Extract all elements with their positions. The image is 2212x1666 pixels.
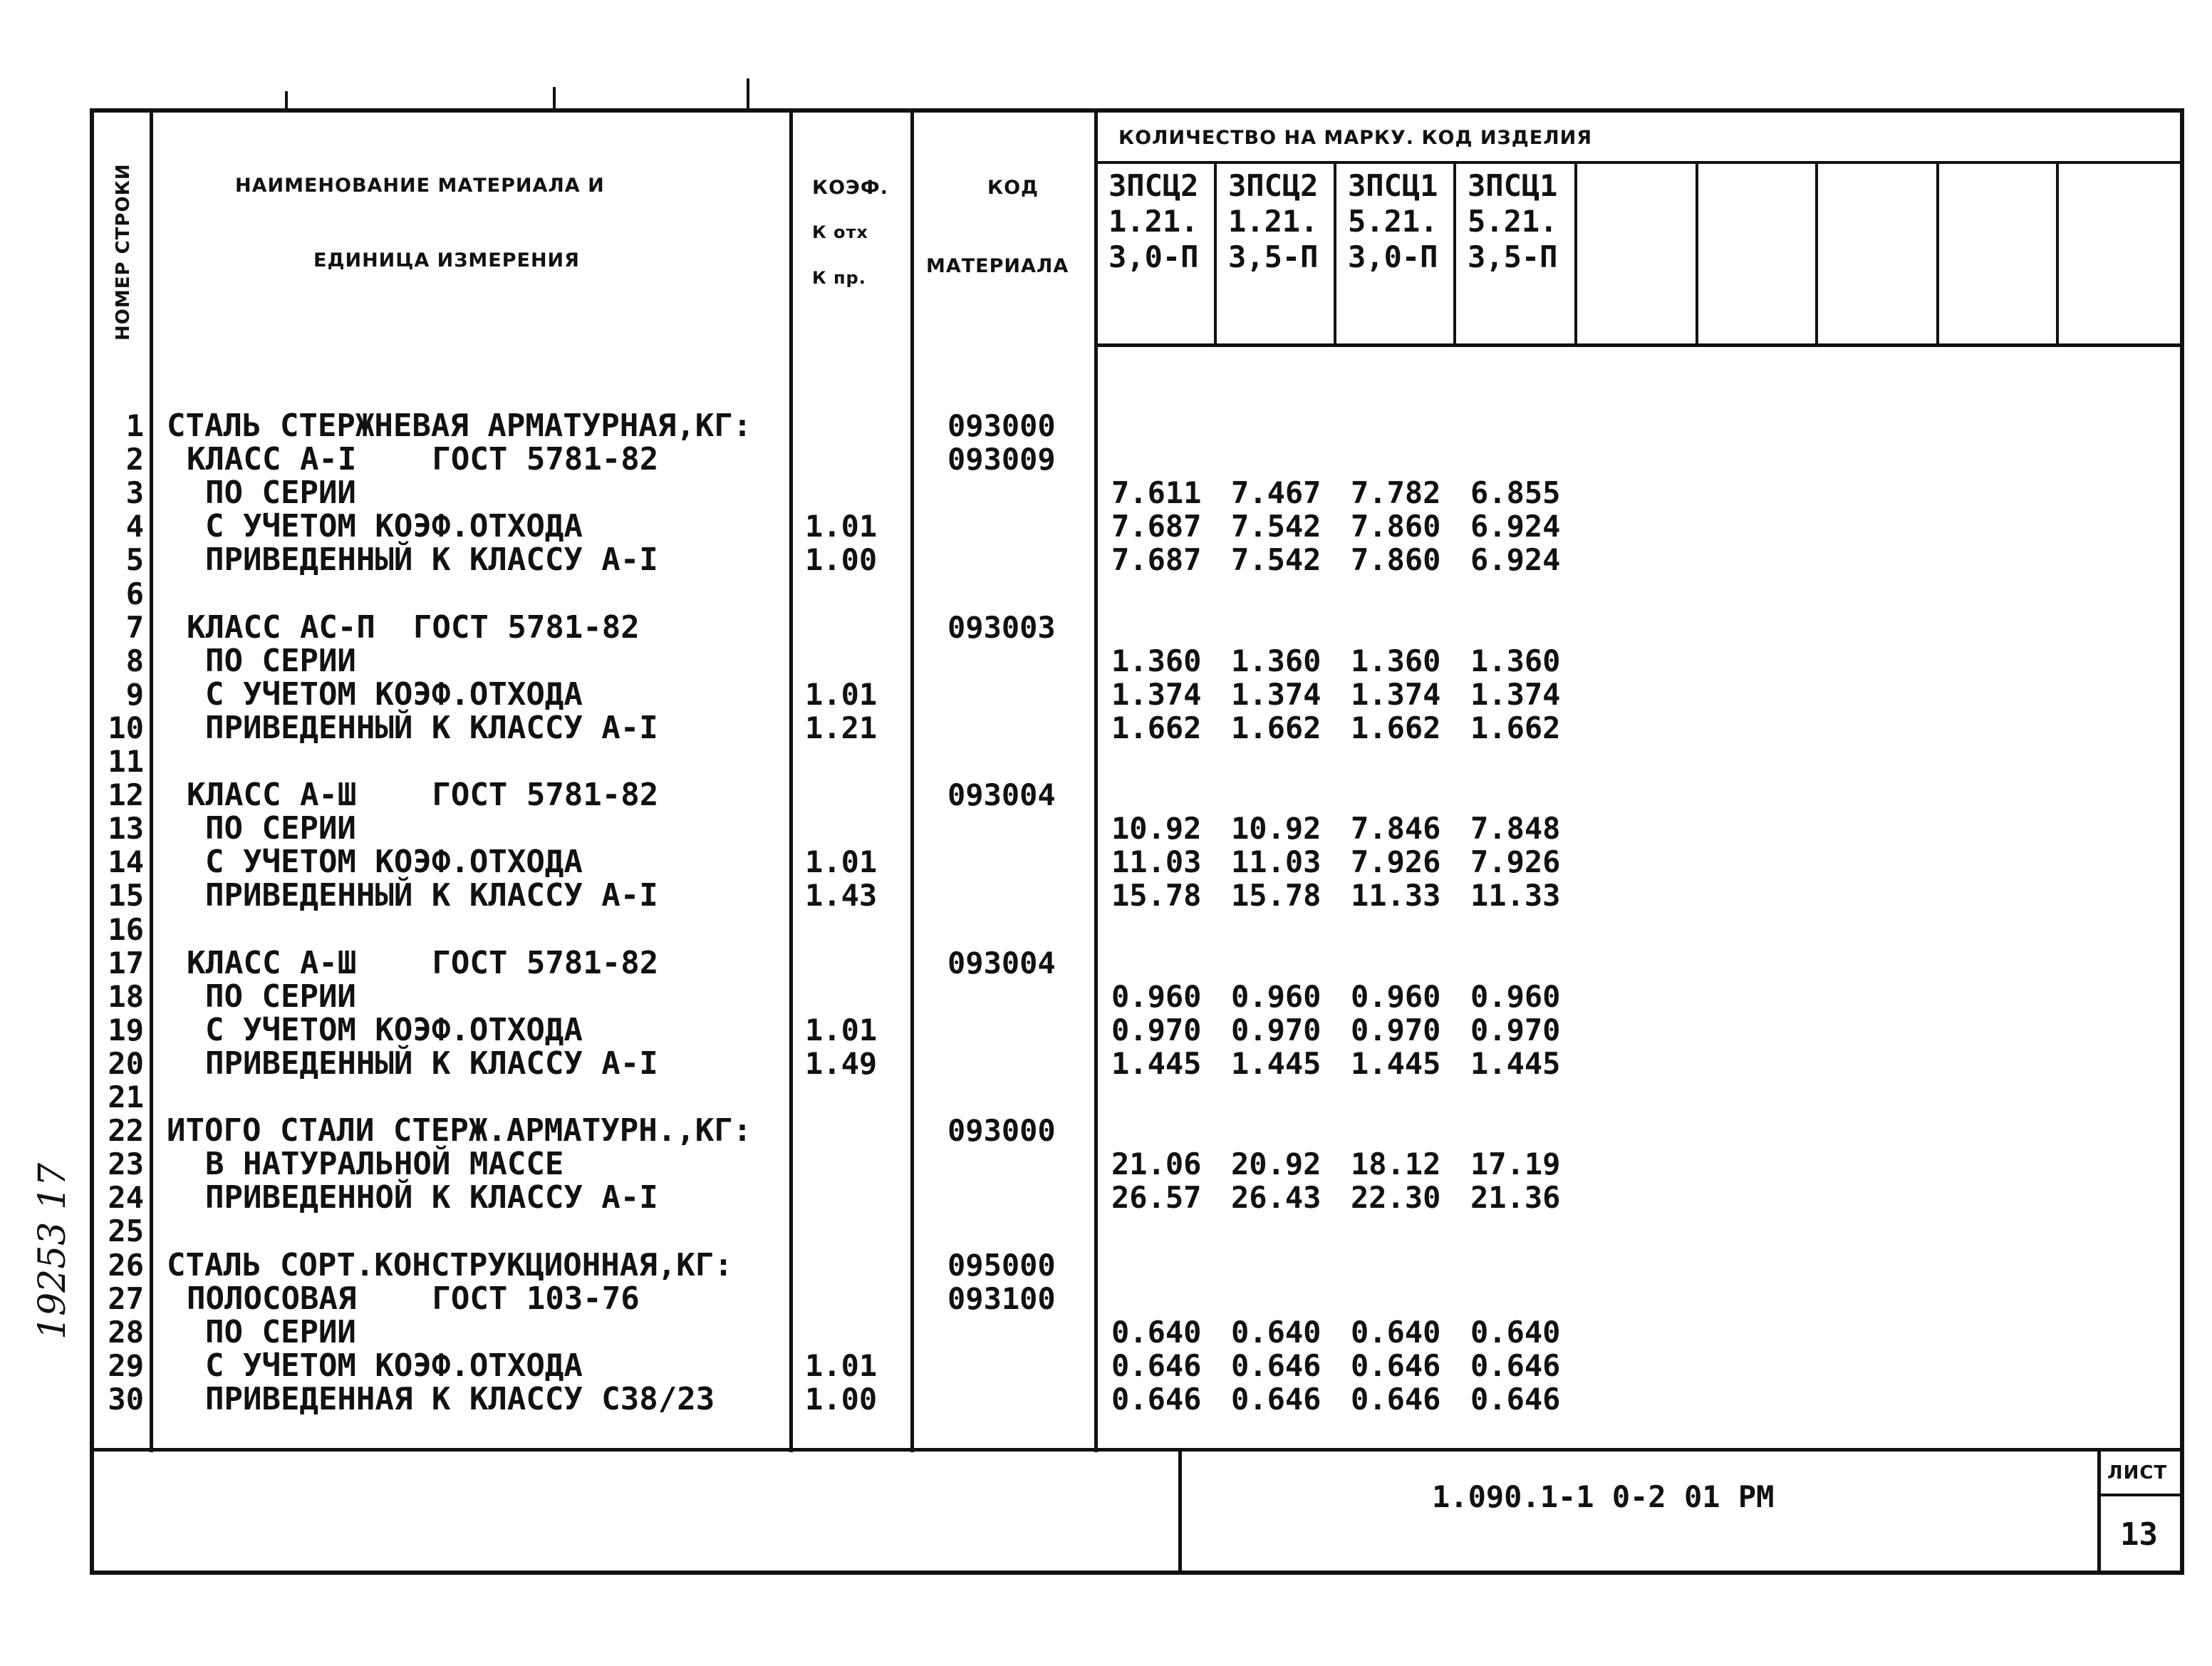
- coef-header-line3: К пр.: [812, 268, 866, 288]
- material-code: 093004: [947, 777, 1056, 812]
- mark-code-line: 1.21.: [1228, 204, 1319, 239]
- coef-header-line2: К отх: [812, 222, 868, 242]
- top-tick: [285, 91, 288, 111]
- row-number: 9: [125, 677, 144, 712]
- quantity-value: 0.970: [1231, 1013, 1322, 1047]
- material-code: 095000: [947, 1248, 1056, 1283]
- material-name: ПО СЕРИИ: [205, 643, 356, 679]
- quantity-value: 7.542: [1231, 542, 1322, 577]
- quantity-value: 20.92: [1231, 1147, 1322, 1181]
- quantity-value: 11.33: [1351, 878, 1441, 913]
- row-number: 5: [125, 542, 144, 577]
- quantity-value: 7.687: [1111, 542, 1202, 577]
- quantity-value: 7.926: [1351, 844, 1441, 879]
- quantity-value: 0.646: [1351, 1348, 1441, 1383]
- quantity-value: 7.611: [1111, 475, 1202, 510]
- material-name: КЛАСС А-Ш ГОСТ 5781-82: [187, 777, 659, 813]
- row-number-header: НОМЕР СТРОКИ: [113, 163, 134, 341]
- mark-code-line: 3,0-П: [1348, 239, 1438, 274]
- titleblock-divider: [2097, 1451, 2101, 1572]
- material-code: 093004: [947, 946, 1056, 981]
- material-name: СТАЛЬ СОРТ.КОНСТРУКЦИОННАЯ,КГ:: [167, 1247, 733, 1283]
- sheet-label: ЛИСТ: [2107, 1462, 2168, 1484]
- col-divider: [910, 108, 914, 1452]
- quantity-value: 7.860: [1351, 509, 1441, 544]
- material-name: ПО СЕРИИ: [205, 978, 356, 1015]
- row-number: 19: [108, 1013, 144, 1047]
- row-number: 28: [108, 1315, 144, 1350]
- quantity-value: 0.646: [1470, 1348, 1561, 1383]
- quantity-value: 0.640: [1231, 1315, 1322, 1350]
- quantity-value: 1.662: [1111, 710, 1202, 745]
- material-name: С УЧЕТОМ КОЭФ.ОТХОДА: [205, 1347, 583, 1384]
- col-divider: [789, 108, 793, 1452]
- material-name: КЛАСС А-Ш ГОСТ 5781-82: [187, 945, 659, 981]
- row-number: 23: [108, 1147, 144, 1181]
- quantity-value: 21.36: [1470, 1180, 1561, 1215]
- material-name: СТАЛЬ СТЕРЖНЕВАЯ АРМАТУРНАЯ,КГ:: [167, 408, 752, 444]
- qty-header: КОЛИЧЕСТВО НА МАРКУ. КОД ИЗДЕЛИЯ: [1118, 127, 1593, 149]
- material-name: ПРИВЕДЕННЫЙ К КЛАССУ А-I: [205, 877, 658, 914]
- material-name: КЛАСС АС-П ГОСТ 5781-82: [187, 609, 640, 646]
- quantity-value: 1.360: [1231, 643, 1322, 678]
- quantity-value: 10.92: [1231, 811, 1322, 846]
- quantity-value: 0.646: [1470, 1382, 1561, 1417]
- quantity-value: 0.970: [1111, 1013, 1202, 1047]
- material-code: 093100: [947, 1281, 1056, 1316]
- coefficient: 1.21: [805, 710, 878, 745]
- coefficient: 1.01: [805, 1348, 878, 1383]
- row-number: 29: [108, 1348, 144, 1383]
- quantity-value: 6.924: [1470, 509, 1561, 544]
- row-number: 8: [125, 643, 144, 678]
- row-number: 22: [108, 1113, 144, 1148]
- quantity-value: 1.374: [1111, 677, 1202, 712]
- material-name: ПО СЕРИИ: [205, 475, 356, 511]
- material-code: 093000: [947, 408, 1056, 443]
- quantity-value: 17.19: [1470, 1147, 1561, 1181]
- quantity-value: 0.970: [1351, 1013, 1441, 1047]
- quantity-value: 1.374: [1231, 677, 1322, 712]
- quantity-value: 18.12: [1351, 1147, 1441, 1181]
- coefficient: 1.01: [805, 509, 878, 544]
- titleblock-divider: [1178, 1451, 1182, 1572]
- quantity-value: 0.646: [1111, 1348, 1202, 1383]
- quantity-value: 0.646: [1231, 1348, 1322, 1383]
- material-name: ПРИВЕДЕННЫЙ К КЛАССУ А-I: [205, 710, 658, 746]
- quantity-value: 26.57: [1111, 1180, 1202, 1215]
- row-number: 26: [108, 1248, 144, 1283]
- row-number: 4: [125, 509, 144, 544]
- quantity-value: 6.924: [1470, 542, 1561, 577]
- mark-divider: [1936, 162, 1939, 345]
- row-number: 27: [108, 1281, 144, 1316]
- mark-code-line: 1.21.: [1108, 204, 1199, 239]
- quantity-value: 0.640: [1111, 1315, 1202, 1350]
- quantity-value: 15.78: [1111, 878, 1202, 913]
- quantity-value: 1.662: [1231, 710, 1322, 745]
- quantity-value: 7.782: [1351, 475, 1441, 510]
- coef-header-line1: КОЭФ.: [812, 177, 888, 199]
- coefficient: 1.00: [805, 542, 878, 577]
- material-name: С УЧЕТОМ КОЭФ.ОТХОДА: [205, 1012, 583, 1048]
- mark-code-line: ЗПСЦ1: [1468, 168, 1558, 203]
- quantity-value: 11.03: [1111, 844, 1202, 879]
- row-number: 10: [108, 710, 144, 745]
- quantity-value: 11.33: [1470, 878, 1561, 913]
- document-code: 1.090.1-1 0-2 01 РМ: [1432, 1479, 1775, 1514]
- quantity-value: 7.926: [1470, 844, 1561, 879]
- material-name: С УЧЕТОМ КОЭФ.ОТХОДА: [205, 508, 583, 544]
- col-divider: [150, 108, 153, 1452]
- material-name: ПРИВЕДЕННЫЙ К КЛАССУ А-I: [205, 542, 658, 578]
- mark-code-line: 3,5-П: [1468, 239, 1558, 274]
- quantity-value: 1.374: [1351, 677, 1441, 712]
- mark-code-line: ЗПСЦ1: [1348, 168, 1438, 203]
- code-header-line1: КОД: [987, 177, 1039, 199]
- row-number: 13: [108, 811, 144, 846]
- mark-divider: [1214, 162, 1217, 345]
- material-name: ИТОГО СТАЛИ СТЕРЖ.АРМАТУРН.,КГ:: [167, 1112, 752, 1149]
- material-name: ПРИВЕДЕННОЙ К КЛАССУ А-I: [205, 1179, 658, 1216]
- quantity-value: 1.360: [1470, 643, 1561, 678]
- table-bottom-rule: [90, 1448, 2184, 1452]
- mark-divider: [1815, 162, 1818, 345]
- quantity-value: 1.360: [1351, 643, 1441, 678]
- material-name: В НАТУРАЛЬНОЙ МАССЕ: [205, 1146, 564, 1182]
- row-number: 16: [108, 912, 144, 947]
- name-header-line2: ЕДИНИЦА ИЗМЕРЕНИЯ: [313, 249, 580, 271]
- material-name: ПРИВЕДЕННЫЙ К КЛАССУ А-I: [205, 1045, 658, 1082]
- coefficient: 1.49: [805, 1046, 878, 1081]
- margin-note: 19253 17: [31, 1162, 74, 1340]
- mark-divider: [1453, 162, 1456, 345]
- material-code: 093009: [947, 442, 1056, 477]
- quantity-value: 0.960: [1111, 979, 1202, 1014]
- material-name: ПРИВЕДЕННАЯ К КЛАССУ С38/23: [205, 1381, 715, 1417]
- quantity-value: 0.960: [1231, 979, 1322, 1014]
- row-number: 7: [125, 610, 144, 645]
- material-code: 093000: [947, 1113, 1056, 1148]
- quantity-value: 0.970: [1470, 1013, 1561, 1047]
- sheet-number: 13: [2120, 1516, 2158, 1553]
- mark-code-line: ЗПСЦ2: [1108, 168, 1199, 203]
- quantity-value: 0.646: [1231, 1382, 1322, 1417]
- row-number: 21: [108, 1080, 144, 1114]
- coefficient: 1.00: [805, 1382, 878, 1417]
- mark-divider: [1334, 162, 1336, 345]
- name-header-line1: НАИМЕНОВАНИЕ МАТЕРИАЛА И: [235, 175, 605, 197]
- coefficient: 1.01: [805, 677, 878, 712]
- row-number: 30: [108, 1382, 144, 1417]
- row-number: 17: [108, 946, 144, 981]
- quantity-value: 1.374: [1470, 677, 1561, 712]
- quantity-value: 15.78: [1231, 878, 1322, 913]
- quantity-value: 7.860: [1351, 542, 1441, 577]
- quantity-value: 7.542: [1231, 509, 1322, 544]
- quantity-value: 0.640: [1351, 1315, 1441, 1350]
- row-number: 3: [125, 475, 144, 510]
- mark-divider: [1696, 162, 1698, 345]
- row-number: 6: [125, 576, 144, 611]
- quantity-value: 1.445: [1111, 1046, 1202, 1081]
- row-number: 14: [108, 844, 144, 879]
- mark-code-line: ЗПСЦ2: [1228, 168, 1319, 203]
- quantity-value: 1.662: [1470, 710, 1561, 745]
- quantity-value: 0.640: [1470, 1315, 1561, 1350]
- mark-code-line: 5.21.: [1348, 204, 1438, 239]
- quantity-value: 21.06: [1111, 1147, 1202, 1181]
- quantity-value: 0.960: [1470, 979, 1561, 1014]
- quantity-value: 1.662: [1351, 710, 1441, 745]
- mark-code-line: 5.21.: [1468, 204, 1558, 239]
- quantity-value: 6.855: [1470, 475, 1561, 510]
- material-name: ПО СЕРИИ: [205, 1314, 356, 1350]
- row-number: 20: [108, 1046, 144, 1081]
- mark-divider: [2056, 162, 2059, 345]
- quantity-value: 0.646: [1111, 1382, 1202, 1417]
- header-bottom-rule: [1094, 343, 2184, 347]
- material-name: ПО СЕРИИ: [205, 810, 356, 847]
- quantity-value: 11.03: [1231, 844, 1322, 879]
- top-tick: [747, 78, 749, 111]
- quantity-value: 7.467: [1231, 475, 1322, 510]
- coefficient: 1.01: [805, 1013, 878, 1047]
- material-name: КЛАСС А-I ГОСТ 5781-82: [187, 441, 659, 477]
- quantity-value: 7.848: [1470, 811, 1561, 846]
- material-name: С УЧЕТОМ КОЭФ.ОТХОДА: [205, 844, 583, 880]
- row-number: 11: [108, 744, 144, 779]
- row-number: 1: [125, 408, 144, 443]
- top-tick: [553, 87, 556, 111]
- mark-code-line: 3,5-П: [1228, 239, 1319, 274]
- quantity-value: 0.960: [1351, 979, 1441, 1014]
- coefficient: 1.01: [805, 844, 878, 879]
- quantity-value: 1.360: [1111, 643, 1202, 678]
- quantity-value: 1.445: [1470, 1046, 1561, 1081]
- quantity-value: 1.445: [1231, 1046, 1322, 1081]
- col-divider: [1094, 108, 1098, 1452]
- material-name: ПОЛОСОВАЯ ГОСТ 103-76: [187, 1280, 640, 1317]
- row-number: 25: [108, 1214, 144, 1248]
- quantity-value: 26.43: [1231, 1180, 1322, 1215]
- quantity-value: 1.445: [1351, 1046, 1441, 1081]
- quantity-value: 7.687: [1111, 509, 1202, 544]
- quantity-value: 0.646: [1351, 1382, 1441, 1417]
- row-number: 12: [108, 777, 144, 812]
- quantity-value: 10.92: [1111, 811, 1202, 846]
- row-number: 24: [108, 1180, 144, 1215]
- titleblock-rule: [2097, 1494, 2184, 1496]
- material-code: 093003: [947, 610, 1056, 645]
- qty-header-rule: [1094, 161, 2184, 164]
- row-number: 18: [108, 979, 144, 1014]
- code-header-line2: МАТЕРИАЛА: [926, 255, 1069, 277]
- material-name: С УЧЕТОМ КОЭФ.ОТХОДА: [205, 676, 583, 713]
- row-number: 2: [125, 442, 144, 477]
- quantity-value: 7.846: [1351, 811, 1441, 846]
- quantity-value: 22.30: [1351, 1180, 1441, 1215]
- mark-code-line: 3,0-П: [1108, 239, 1199, 274]
- row-number: 15: [108, 878, 144, 913]
- mark-divider: [1574, 162, 1577, 345]
- coefficient: 1.43: [805, 878, 878, 913]
